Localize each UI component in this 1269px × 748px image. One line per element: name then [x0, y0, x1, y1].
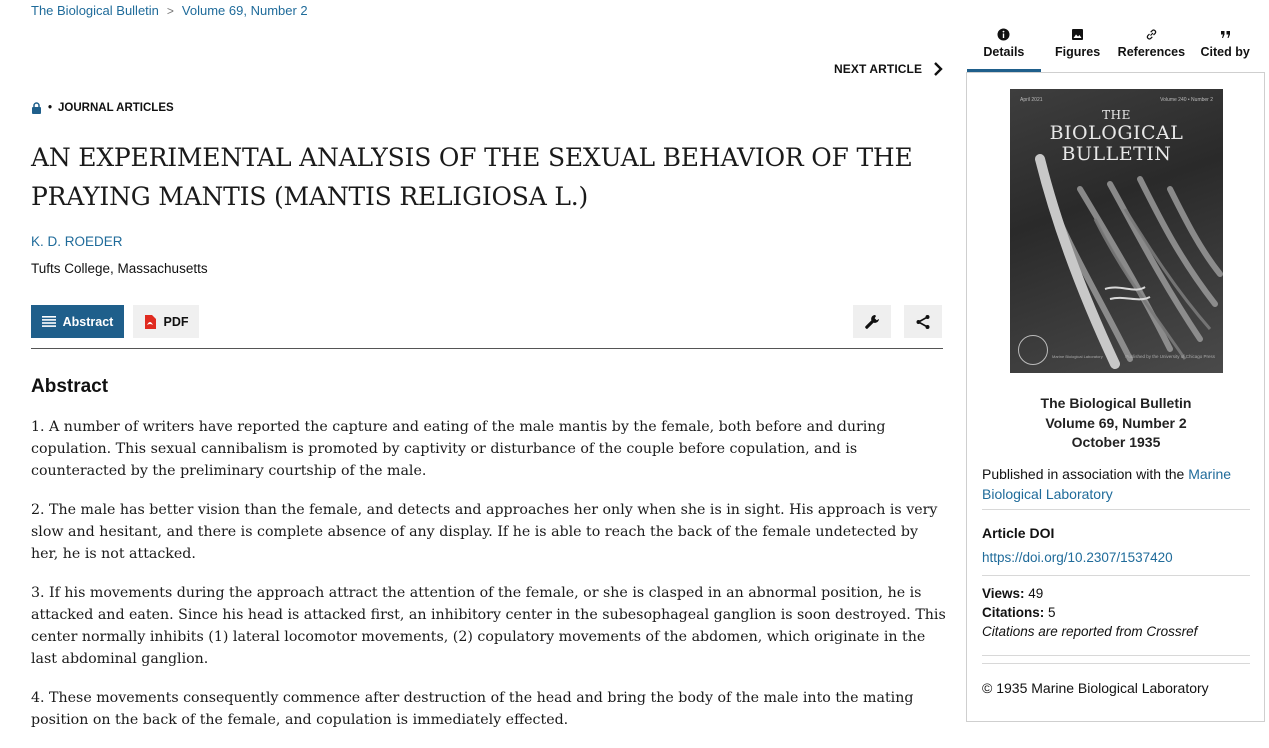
tab-references-label: References [1117, 45, 1186, 59]
abstract-body [31, 416, 946, 748]
citations-metric [982, 603, 1250, 622]
breadcrumb-journal-link[interactable]: The Biological Bulletin [31, 3, 159, 18]
info-icon [997, 28, 1010, 41]
mbl-seal-icon [1018, 335, 1048, 365]
breadcrumb-separator: > [166, 3, 174, 18]
divider [982, 655, 1250, 656]
next-article-label: NEXT ARTICLE [834, 62, 923, 76]
association-note [982, 465, 1250, 504]
quote-icon [1219, 28, 1232, 41]
tab-details-label: Details [983, 45, 1025, 59]
tab-figures-label: Figures [1055, 45, 1101, 59]
divider [982, 663, 1250, 664]
pdf-button[interactable] [133, 305, 199, 338]
image-icon [1071, 28, 1084, 41]
abstract-paragraph: 3. If his movements during the approach attract the attention of the female, or she is clasped in an abnormal position, he is attacked and eaten. Since his head is attacked first, an inhibitory center in the subesophageal ganglion is soon destroyed. This center normally inhibits (1) lateral locomotor movements, (2) copulatory movements of the abdomen, which originate in the last abdominal ganglion. [31, 585, 946, 667]
citations-count: 5 [1048, 605, 1056, 620]
abstract-paragraph: 4. These movements consequently commence after destruction of the head and bring the body of the male into the mating position on the back of the female, and copulation is immediately effected. [31, 690, 914, 728]
cover-date: April 2021 [1020, 97, 1043, 103]
article-title: AN EXPERIMENTAL ANALYSIS OF THE SEXUAL BEHAVIOR OF THE PRAYING MANTIS (MANTIS RELIGIOSA L.) [31, 143, 913, 211]
divider [31, 348, 943, 349]
divider [982, 575, 1250, 576]
tools-button[interactable] [853, 305, 891, 338]
copyright-notice: © 1935 Marine Biological Laboratory [982, 680, 1209, 696]
tab-cited-by[interactable] [1188, 28, 1262, 72]
tab-figures[interactable] [1041, 28, 1115, 72]
bullet: • [48, 102, 53, 114]
citations-note: Citations are reported from Crossref [982, 624, 1198, 639]
journal-date: October 1935 [1071, 434, 1161, 450]
next-article-link[interactable] [834, 62, 944, 76]
cover-title [1010, 109, 1223, 165]
cover-title-the: THE [1102, 108, 1131, 122]
article-category [31, 102, 174, 114]
lock-icon [31, 102, 42, 114]
abstract-button-label: Abstract [62, 314, 114, 329]
citations-label: Citations: [982, 605, 1045, 620]
journal-cover-image[interactable] [1010, 89, 1223, 373]
journal-issue: Volume 69, Number 2 [1045, 414, 1187, 431]
abstract-button[interactable] [31, 305, 124, 338]
share-icon [915, 314, 931, 330]
link-icon [1145, 28, 1158, 41]
association-prefix: Published in association with the [982, 466, 1189, 482]
share-button[interactable] [904, 305, 942, 338]
sidebar-tabs [967, 28, 1262, 72]
list-icon [42, 316, 56, 327]
abstract-paragraph: 2. The male has better vision than the female, and detects and approaches her only when she is in sight. His approach is very slow and hesitant, and there is complete absence of any display. If he is able to reach the back of the female undetected by her, he is not attacked. [31, 502, 938, 562]
cover-title-main: BIOLOGICAL BULLETIN [1049, 122, 1184, 165]
journal-name: The Biological Bulletin [1040, 395, 1192, 411]
tab-details[interactable] [967, 28, 1041, 72]
doi-heading: Article DOI [982, 525, 1055, 541]
article-metrics [982, 584, 1250, 641]
tab-references[interactable] [1115, 28, 1189, 72]
cover-publisher: Published by the University of Chicago Press [1125, 354, 1215, 359]
pdf-button-label: PDF [163, 314, 189, 329]
views-metric [982, 584, 1250, 603]
doi-link[interactable]: https://doi.org/10.2307/1537420 [982, 550, 1173, 565]
pdf-icon [144, 315, 156, 329]
wrench-icon [864, 314, 880, 330]
views-label: Views: [982, 586, 1025, 601]
journal-info [982, 394, 1250, 453]
category-label: JOURNAL ARTICLES [58, 102, 174, 114]
divider [982, 509, 1250, 510]
mbl-link[interactable]: Marine Biological Laboratory [982, 466, 1232, 502]
author-link[interactable]: K. D. ROEDER [31, 234, 123, 249]
author-affiliation: Tufts College, Massachusetts [31, 261, 208, 276]
cover-lab: Marine Biological Laboratory [1052, 354, 1103, 359]
cover-volume: Volume 240 • Number 2 [1160, 97, 1213, 103]
breadcrumb-issue-link[interactable]: Volume 69, Number 2 [181, 3, 308, 18]
tab-cited-by-label: Cited by [1200, 45, 1250, 59]
breadcrumb [31, 3, 308, 18]
views-count: 49 [1028, 586, 1044, 601]
abstract-heading: Abstract [31, 376, 109, 397]
chevron-right-icon [932, 62, 944, 76]
abstract-paragraph: 1. A number of writers have reported the capture and eating of the male mantis by the female, both before and during copulation. This sexual cannibalism is promoted by captivity or disturbance of the couple before copulation, and is counteracted by the preliminary courtship of the male. [31, 419, 886, 479]
